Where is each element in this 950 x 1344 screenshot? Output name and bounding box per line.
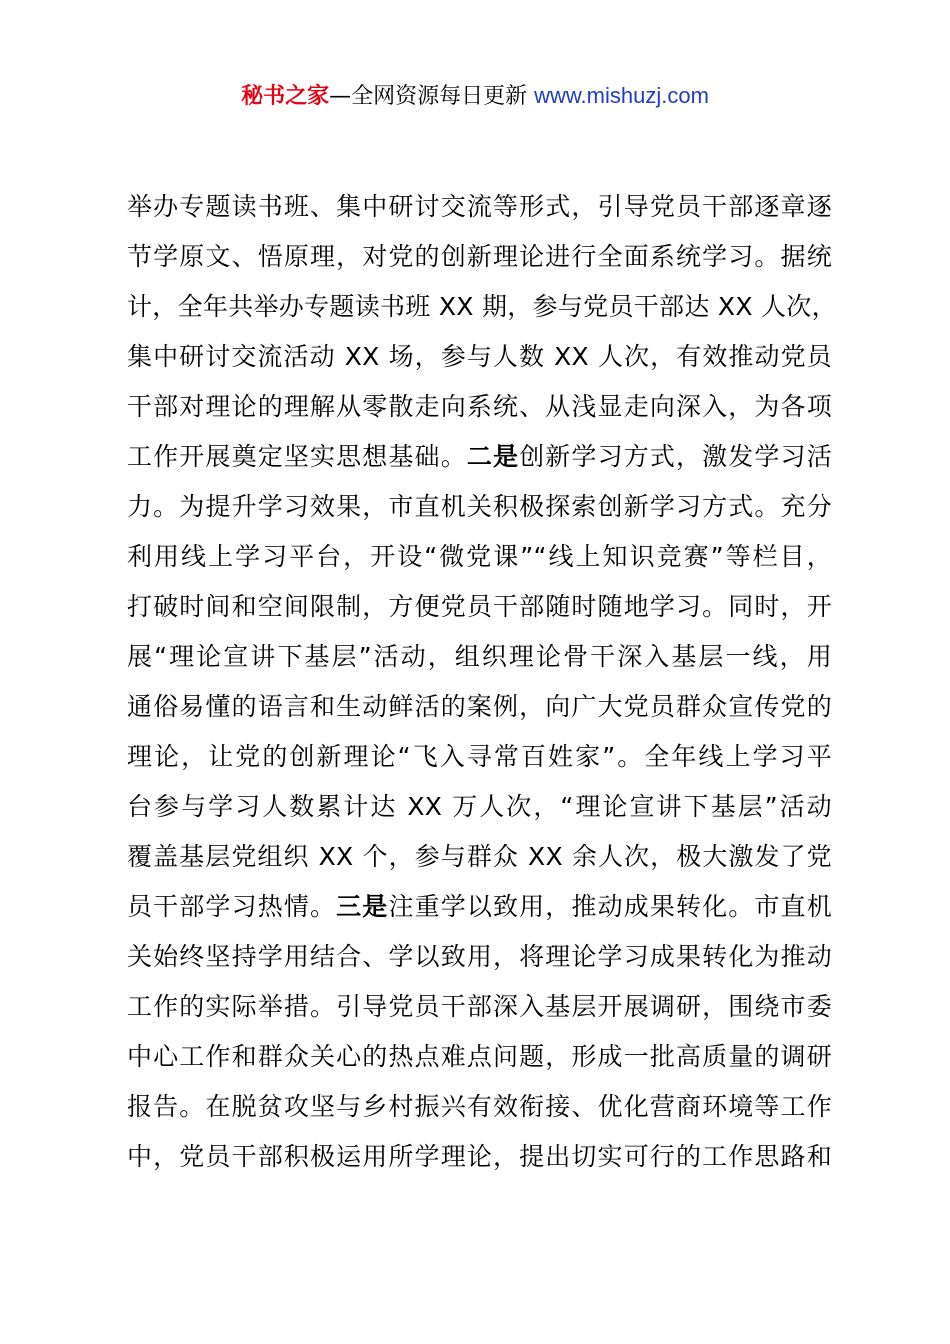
- text-line: 举办专题读书班、集中研讨交流等形式，引导党员干部逐章逐: [127, 192, 832, 221]
- text-line: 报告。在脱贫攻坚与乡村振兴有效衔接、优化营商环境等工作: [127, 1092, 832, 1121]
- text-line: 工作的实际举措。引导党员干部深入基层开展调研，围绕市委: [127, 992, 832, 1021]
- text-line: 中，党员干部积极运用所学理论，提出切实可行的工作思路和: [127, 1142, 832, 1171]
- text-line: 利用线上学习平台，开设“微党课”“线上知识竞赛”等栏目，: [127, 542, 832, 571]
- text-line: 干部对理论的理解从零散走向系统、从浅显走向深入，为各项: [127, 392, 832, 421]
- text-line: 台参与学习人数累计达 XX 万人次，“理论宣讲下基层”活动: [127, 792, 832, 821]
- document-body: [127, 182, 837, 1182]
- header-tagline: —全网资源每日更新: [329, 84, 535, 109]
- text-line: 展“理论宣讲下基层”活动，组织理论骨干深入基层一线，用: [127, 642, 832, 671]
- text-line: 关始终坚持学用结合、学以致用，将理论学习成果转化为推动: [127, 942, 832, 971]
- text-line: 通俗易懂的语言和生动鲜活的案例，向广大党员群众宣传党的: [127, 692, 832, 721]
- text-line: 工作开展奠定坚实思想基础。二是创新学习方式，激发学习活: [127, 442, 832, 471]
- text-line: 覆盖基层党组织 XX 个，参与群众 XX 余人次，极大激发了党: [127, 842, 832, 871]
- text-line: 计，全年共举办专题读书班 XX 期，参与党员干部达 XX 人次，: [127, 292, 837, 321]
- website-url[interactable]: www.mishuzj.com: [534, 83, 709, 108]
- brand-name: 秘书之家: [241, 84, 330, 109]
- text-line: 中心工作和群众关心的热点难点问题，形成一批高质量的调研: [127, 1042, 832, 1071]
- text-line: 力。为提升学习效果，市直机关积极探索创新学习方式。充分: [127, 492, 832, 521]
- page-header: [0, 80, 950, 113]
- text-line: 集中研讨交流活动 XX 场，参与人数 XX 人次，有效推动党员: [127, 342, 832, 371]
- text-line: 理论，让党的创新理论“飞入寻常百姓家”。全年线上学习平: [127, 742, 832, 771]
- text-line: 员干部学习热情。三是注重学以致用，推动成果转化。市直机: [127, 892, 833, 921]
- point-three-heading: 三是: [336, 892, 389, 921]
- text-line: 打破时间和空间限制，方便党员干部随时随地学习。同时，开: [127, 592, 832, 621]
- point-two-heading: 二是: [466, 442, 520, 471]
- text-line: 节学原文、悟原理，对党的创新理论进行全面系统学习。据统: [127, 242, 832, 271]
